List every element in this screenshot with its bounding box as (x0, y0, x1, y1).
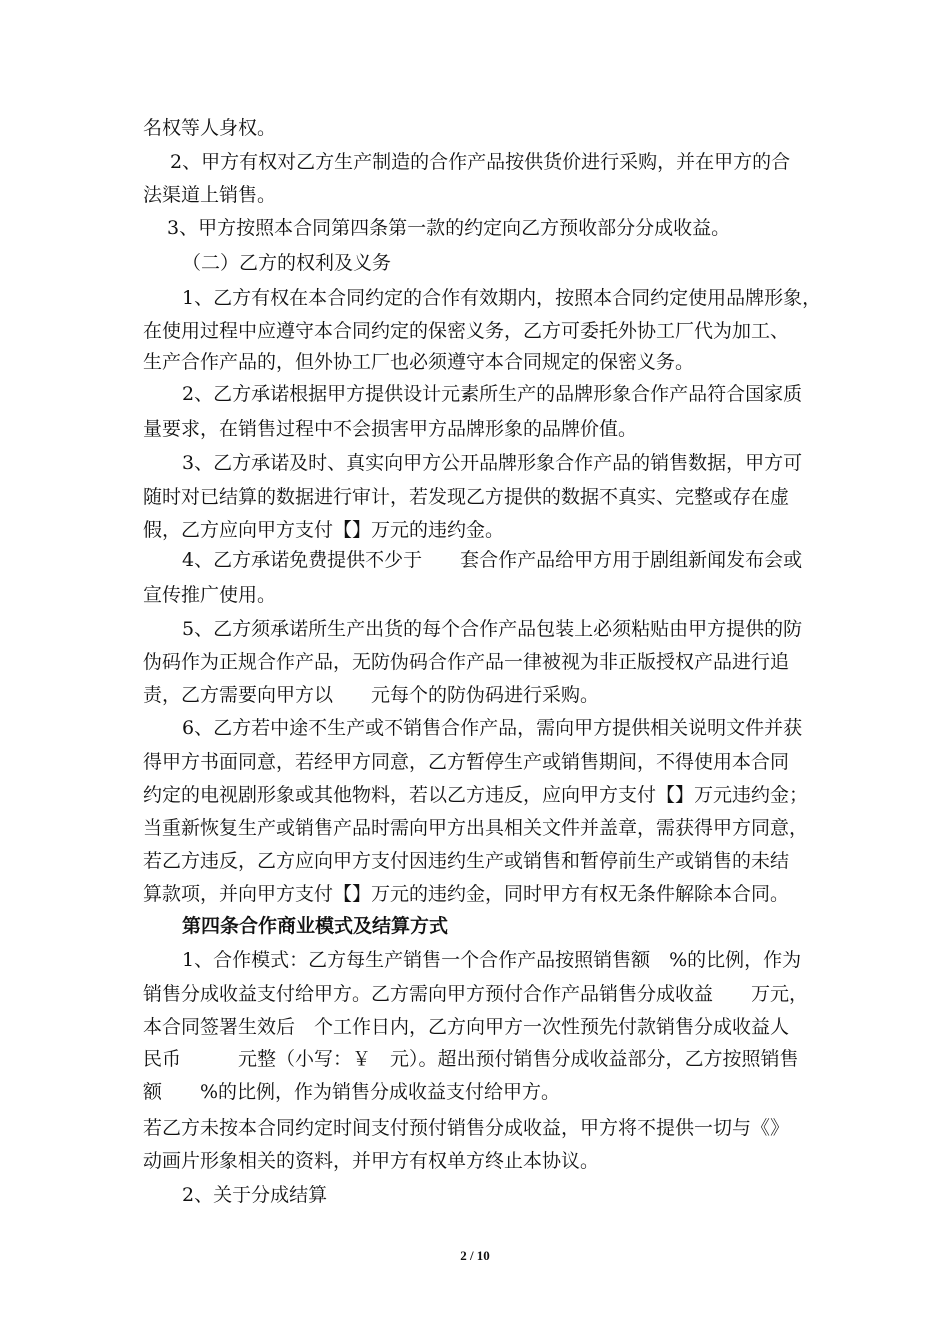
text-line: 在使用过程中应遵守本合同约定的保密义务，乙方可委托外协工厂代为加工、 (143, 320, 790, 342)
text-line: 本合同签署生效后 个工作日内，乙方向甲方一次性预先付款销售分成收益人 (143, 1016, 790, 1038)
text-line: 生产合作产品的，但外协工厂也必须遵守本合同规定的保密义务。 (143, 351, 695, 373)
text-line: 约定的电视剧形象或其他物料，若以乙方违反，应向甲方支付【】万元违约金； (143, 784, 809, 806)
text-line: 3、乙方承诺及时、真实向甲方公开品牌形象合作产品的销售数据，甲方可 (182, 452, 803, 474)
text-line: 随时对已结算的数据进行审计，若发现乙方提供的数据不真实、完整或存在虚 (143, 486, 790, 508)
text-line: 1、合作模式：乙方每生产销售一个合作产品按照销售额 %的比例，作为 (182, 949, 802, 971)
text-line: 法渠道上销售。 (143, 184, 277, 206)
text-line: 得甲方书面同意，若经甲方同意，乙方暂停生产或销售期间，不得使用本合同 (143, 751, 790, 773)
article-heading: 第四条合作商业模式及结算方式 (182, 915, 449, 937)
text-line: 算款项，并向甲方支付【】万元的违约金，同时甲方有权无条件解除本合同。 (143, 883, 790, 905)
text-line: 1、乙方有权在本合同约定的合作有效期内，按照本合同约定使用品牌形象， (182, 287, 822, 309)
text-line: 6、乙方若中途不生产或不销售合作产品，需向甲方提供相关说明文件并获 (182, 717, 803, 739)
text-line: 5、乙方须承诺所生产出货的每个合作产品包装上必须粘贴由甲方提供的防 (182, 618, 803, 640)
text-line: 若乙方违反，乙方应向甲方支付因违约生产或销售和暂停前生产或销售的未结 (143, 850, 790, 872)
text-line: 当重新恢复生产或销售产品时需向甲方出具相关文件并盖章，需获得甲方同意， (143, 817, 809, 839)
page-number: 2 / 10 (460, 1248, 490, 1263)
text-line: 2、关于分成结算 (182, 1184, 328, 1206)
text-line: 伪码作为正规合作产品，无防伪码合作产品一律被视为非正版授权产品进行追 (143, 651, 790, 673)
text-line: 假，乙方应向甲方支付【】万元的违约金。 (143, 519, 505, 541)
text-line: 2、甲方有权对乙方生产制造的合作产品按供货价进行采购，并在甲方的合 (170, 151, 791, 173)
text-line: 3、甲方按照本合同第四条第一款的约定向乙方预收部分分成收益。 (167, 217, 731, 239)
text-line: 宣传推广使用。 (143, 584, 277, 606)
text-line: 4、乙方承诺免费提供不少于 套合作产品给甲方用于剧组新闻发布会或 (182, 549, 803, 571)
text-line: 2、乙方承诺根据甲方提供设计元素所生产的品牌形象合作产品符合国家质 (182, 383, 803, 405)
text-line: 销售分成收益支付给甲方。乙方需向甲方预付合作产品销售分成收益 万元， (143, 983, 809, 1005)
text-line: 名权等人身权。 (143, 117, 277, 139)
text-line: 民币 元整（小写：￥ 元）。超出预付销售分成收益部分，乙方按照销售 (143, 1048, 799, 1070)
text-line: 责，乙方需要向甲方以 元每个的防伪码进行采购。 (143, 684, 600, 706)
section-heading: （二）乙方的权利及义务 (182, 252, 392, 274)
text-line: 量要求，在销售过程中不会损害甲方品牌形象的品牌价值。 (143, 418, 638, 440)
text-line: 动画片形象相关的资料，并甲方有权单方终止本协议。 (143, 1150, 600, 1172)
text-line: 若乙方未按本合同约定时间支付预付销售分成收益，甲方将不提供一切与《》 (143, 1117, 790, 1139)
text-line: 额 %的比例，作为销售分成收益支付给甲方。 (143, 1081, 561, 1103)
